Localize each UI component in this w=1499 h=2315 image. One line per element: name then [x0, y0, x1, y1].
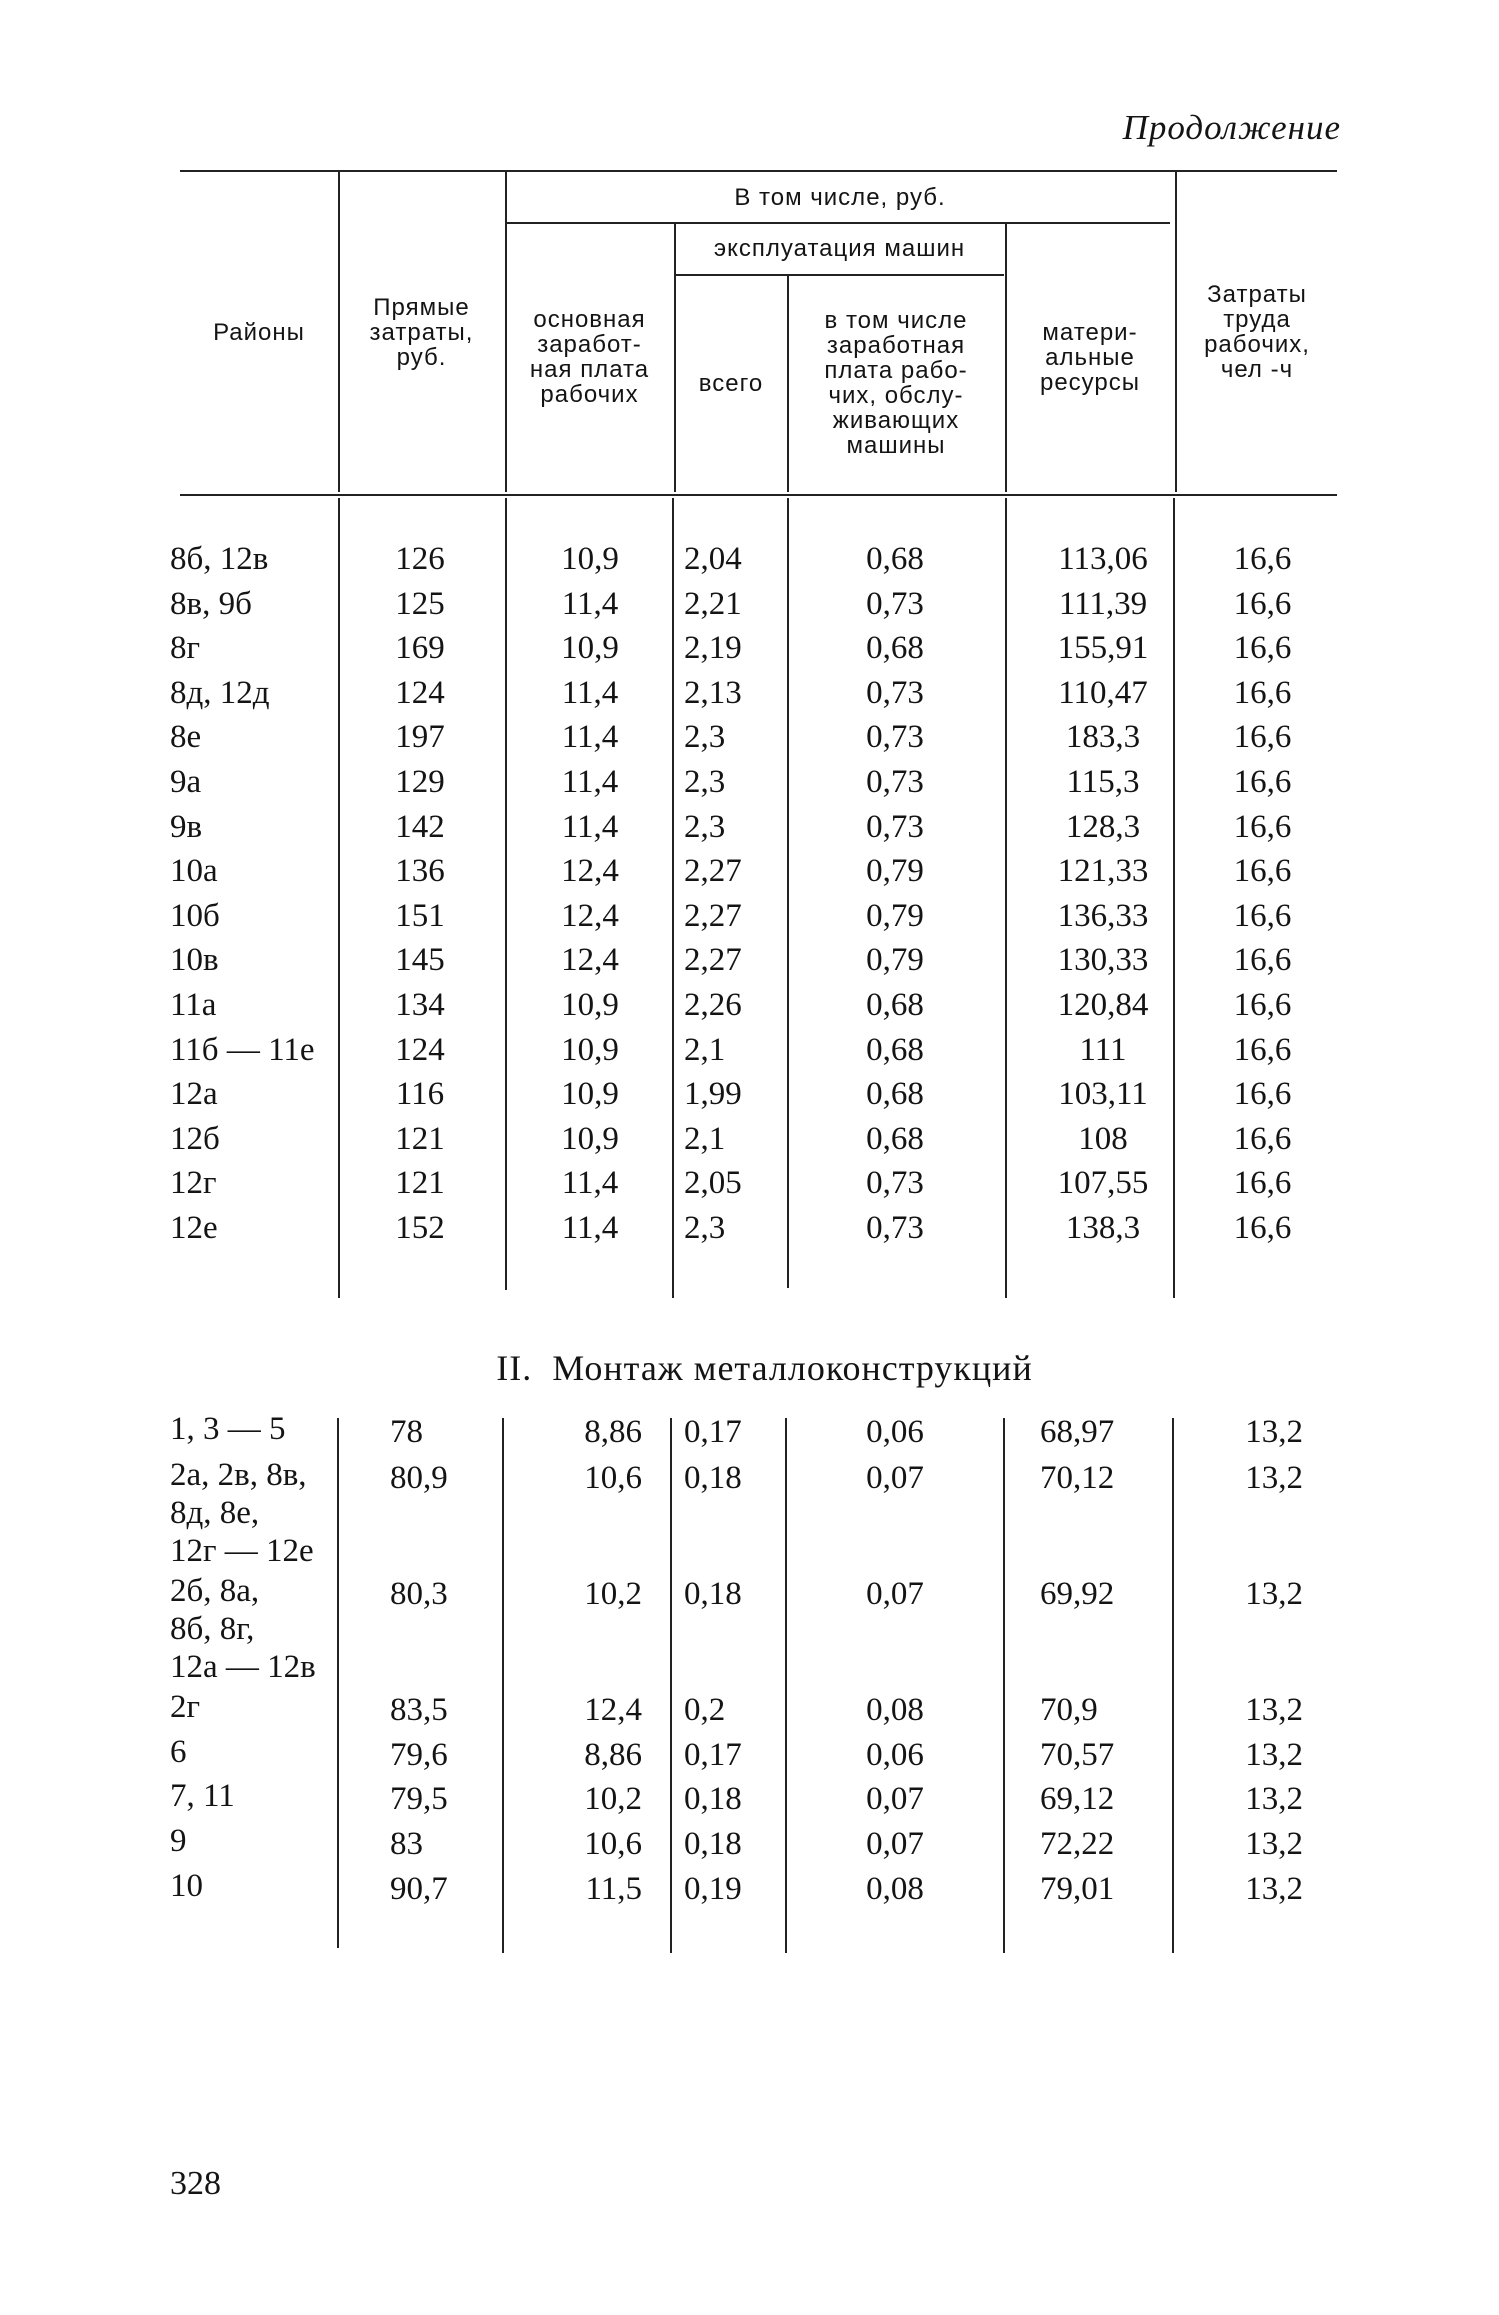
cell-labor: 13,2: [1245, 1460, 1303, 1496]
cell-direct-costs: 197: [395, 719, 445, 756]
cell-direct-costs: 145: [395, 942, 445, 979]
cell-machines-wage: 0,73: [866, 764, 924, 800]
cell-machines-total: 2,1: [684, 1031, 726, 1068]
header-including: В том числе, руб.: [734, 183, 946, 211]
cell-machines-total: 2,04: [684, 541, 742, 577]
page-number: 328: [170, 2165, 221, 2202]
cell-materials: 79,01: [1040, 1871, 1115, 1907]
cell-machines-total: 2,26: [684, 987, 742, 1023]
cell-machines-wage: 0,79: [866, 853, 924, 890]
cell-direct-costs: 116: [395, 1076, 445, 1113]
body-divider-1: [338, 498, 340, 1298]
cell-labor: 16,6: [1233, 853, 1292, 890]
header-materials: матери- альные ресурсы: [1039, 318, 1141, 396]
cell-labor: 16,6: [1233, 897, 1292, 934]
cell-region: 12б: [170, 1120, 220, 1157]
header-labor: Затраты труда рабочих, чел -ч: [1204, 281, 1310, 383]
cell-materials: 70,57: [1040, 1737, 1115, 1773]
cell-direct-costs: 79,6: [390, 1737, 448, 1773]
cell-machines-wage: 0,07: [866, 1460, 924, 1496]
header-bottom-rule: [180, 494, 1337, 496]
cell-direct-costs: 83: [390, 1826, 423, 1862]
cell-machines-wage: 0,73: [866, 1210, 924, 1246]
cell-machines-wage: 0,79: [866, 942, 924, 979]
cell-machines-wage: 0,68: [866, 1031, 924, 1068]
body-divider-2: [505, 498, 507, 1290]
cell-machines-wage: 0,79: [866, 897, 924, 934]
cell-labor: 16,6: [1233, 1165, 1292, 1202]
cell-base-wage: 10,2: [584, 1781, 642, 1817]
body2-divider-2: [502, 1418, 504, 1953]
cell-machines-total: 2,27: [684, 897, 742, 934]
cell-machines-total: 2,3: [684, 1210, 726, 1246]
cell-materials: 111,39: [1058, 585, 1148, 622]
cell-labor: 13,2: [1245, 1414, 1303, 1450]
cell-base-wage: 10,9: [561, 1076, 619, 1113]
cell-direct-costs: 78: [390, 1414, 423, 1450]
cell-machines-wage: 0,73: [866, 674, 924, 711]
cell-direct-costs: 136: [395, 853, 445, 890]
cell-materials: 108: [1078, 1120, 1128, 1157]
header-machines-wage: в том числе заработная плата рабо- чих, обслу- живающих машины: [824, 307, 968, 459]
cell-machines-total: 0,18: [684, 1460, 742, 1496]
header-base-wage: основная заработ- ная плата рабочих: [529, 306, 650, 408]
cell-base-wage: 12,4: [561, 897, 619, 934]
cell-materials: 115,3: [1066, 764, 1140, 800]
cell-machines-wage: 0,73: [866, 808, 924, 845]
cell-labor: 16,6: [1233, 1031, 1292, 1068]
cell-labor: 16,6: [1233, 541, 1292, 577]
cell-machines-wage: 0,73: [866, 719, 924, 756]
cell-base-wage: 11,4: [561, 1165, 619, 1202]
cell-machines-wage: 0,68: [866, 987, 924, 1023]
cell-machines-wage: 0,73: [866, 1165, 924, 1202]
header-machine-operation: эксплуатация машин: [713, 234, 966, 262]
cell-base-wage: 10,6: [584, 1460, 642, 1496]
cell-materials: 138,3: [1065, 1210, 1141, 1246]
cell-direct-costs: 125: [395, 585, 445, 622]
cell-base-wage: 8,86: [584, 1414, 642, 1450]
cell-base-wage: 10,6: [584, 1826, 642, 1862]
cell-region: 12а: [170, 1076, 218, 1113]
cell-labor: 13,2: [1245, 1737, 1303, 1773]
cell-direct-costs: 169: [395, 630, 445, 667]
cell-machines-total: 2,3: [684, 764, 726, 800]
cell-materials: 120,84: [1057, 987, 1149, 1023]
cell-direct-costs: 124: [395, 674, 445, 711]
cell-machines-total: 2,3: [684, 808, 726, 845]
cell-labor: 13,2: [1245, 1826, 1303, 1862]
cell-direct-costs: 79,5: [390, 1781, 448, 1817]
cell-region: 7, 11: [170, 1778, 235, 1814]
cell-region: 2г: [170, 1689, 201, 1725]
cell-materials: 121,33: [1057, 853, 1149, 890]
cell-labor: 13,2: [1245, 1781, 1303, 1817]
cell-machines-total: 0,18: [684, 1781, 742, 1817]
cell-region: 9: [170, 1823, 187, 1859]
cell-machines-wage: 0,07: [866, 1576, 924, 1612]
cell-direct-costs: 129: [395, 764, 445, 800]
cell-base-wage: 11,4: [561, 1210, 619, 1246]
header-direct-costs: Прямые затраты, руб.: [369, 293, 474, 371]
cell-base-wage: 12,4: [561, 942, 619, 979]
cell-machines-total: 1,99: [684, 1076, 742, 1113]
cell-base-wage: 11,5: [585, 1871, 642, 1907]
cell-materials: 69,92: [1040, 1576, 1115, 1612]
cell-materials: 68,97: [1040, 1414, 1115, 1450]
cell-region: 8г: [170, 630, 201, 667]
section-heading: [0, 1347, 1499, 1389]
cell-materials: 72,22: [1040, 1826, 1115, 1862]
cell-direct-costs: 83,5: [390, 1692, 448, 1728]
cell-materials: 155,91: [1057, 630, 1149, 667]
cell-base-wage: 10,9: [561, 630, 619, 667]
cell-materials: 70,12: [1040, 1460, 1115, 1496]
cell-base-wage: 11,4: [561, 719, 619, 756]
cell-direct-costs: 134: [395, 987, 445, 1023]
cell-direct-costs: 126: [395, 541, 445, 577]
body-divider-5: [1005, 498, 1007, 1298]
cell-labor: 16,6: [1233, 674, 1292, 711]
cell-region: 11б — 11е: [170, 1031, 315, 1068]
cell-base-wage: 10,9: [561, 1031, 619, 1068]
cell-labor: 16,6: [1233, 987, 1292, 1023]
cell-machines-wage: 0,07: [866, 1826, 924, 1862]
cell-labor: 16,6: [1233, 1076, 1292, 1113]
cell-machines-wage: 0,68: [866, 1076, 924, 1113]
cell-machines-wage: 0,68: [866, 541, 924, 577]
cell-machines-total: 0,18: [684, 1826, 742, 1862]
cell-region: 8б, 12в: [170, 541, 269, 577]
cell-direct-costs: 124: [395, 1031, 445, 1068]
cell-region: 9а: [170, 764, 202, 800]
cell-machines-total: 2,19: [684, 630, 742, 667]
cell-direct-costs: 90,7: [390, 1871, 448, 1907]
cell-machines-total: 0,17: [684, 1414, 742, 1450]
cell-machines-wage: 0,08: [866, 1692, 924, 1728]
cell-region: 10: [170, 1868, 203, 1904]
cell-region: 9в: [170, 808, 203, 845]
cell-labor: 13,2: [1245, 1692, 1303, 1728]
cell-materials: 69,12: [1040, 1781, 1115, 1817]
cell-machines-total: 0,19: [684, 1871, 742, 1907]
cell-machines-total: 2,05: [684, 1165, 742, 1202]
cell-labor: 16,6: [1233, 942, 1292, 979]
cell-machines-total: 0,17: [684, 1737, 742, 1773]
cell-machines-total: 2,13: [684, 674, 742, 711]
cell-machines-total: 2,27: [684, 942, 742, 979]
cell-base-wage: 12,4: [584, 1692, 642, 1728]
body-divider-4: [787, 498, 789, 1288]
cell-materials: 111: [1079, 1031, 1127, 1068]
cell-labor: 13,2: [1245, 1576, 1303, 1612]
cell-base-wage: 10,2: [584, 1576, 642, 1612]
cell-machines-total: 0,18: [684, 1576, 742, 1612]
cell-materials: 107,55: [1057, 1165, 1149, 1202]
cell-direct-costs: 151: [395, 897, 445, 934]
cell-region: 2б, 8а, 8б, 8г, 12а — 12в: [170, 1573, 316, 1685]
cell-direct-costs: 80,3: [390, 1576, 448, 1612]
cell-machines-wage: 0,73: [866, 585, 924, 622]
cell-base-wage: 11,4: [561, 764, 619, 800]
cell-region: 10а: [170, 853, 218, 890]
cell-materials: 183,3: [1065, 719, 1141, 756]
cell-materials: 136,33: [1057, 897, 1149, 934]
cell-region: 8в, 9б: [170, 585, 252, 622]
cell-direct-costs: 121: [395, 1120, 445, 1157]
cell-labor: 16,6: [1233, 1210, 1292, 1246]
cell-materials: 113,06: [1058, 541, 1148, 577]
section-numeral: II.: [496, 1348, 533, 1388]
cell-materials: 128,3: [1065, 808, 1141, 845]
cell-base-wage: 10,9: [561, 541, 619, 577]
continuation-label: Продолжение: [1122, 108, 1341, 147]
body2-divider-5: [1003, 1418, 1005, 1953]
cell-region: 11а: [170, 987, 217, 1023]
cell-base-wage: 8,86: [584, 1737, 642, 1773]
cell-region: 8е: [170, 719, 202, 756]
cell-base-wage: 11,4: [561, 585, 619, 622]
body2-divider-4: [785, 1418, 787, 1953]
cell-materials: 103,11: [1058, 1076, 1148, 1113]
cell-labor: 16,6: [1233, 764, 1292, 800]
cell-machines-wage: 0,06: [866, 1737, 924, 1773]
cell-labor: 13,2: [1245, 1871, 1303, 1907]
cell-region: 6: [170, 1734, 187, 1770]
cell-machines-wage: 0,07: [866, 1781, 924, 1817]
cell-direct-costs: 152: [395, 1210, 445, 1246]
cell-machines-total: 2,1: [684, 1120, 726, 1157]
cell-region: 10в: [170, 942, 219, 979]
header-region: Районы: [213, 318, 305, 346]
cell-base-wage: 10,9: [561, 987, 619, 1023]
cell-materials: 110,47: [1058, 674, 1148, 711]
cell-materials: 70,9: [1040, 1692, 1098, 1728]
cell-machines-total: 2,3: [684, 719, 726, 756]
cell-region: 1, 3 — 5: [170, 1411, 286, 1447]
body2-divider-3: [670, 1418, 672, 1953]
cell-region: 8д, 12д: [170, 674, 270, 711]
cell-base-wage: 12,4: [561, 853, 619, 890]
cell-machines-total: 2,27: [684, 853, 742, 890]
cell-machines-total: 2,21: [684, 585, 742, 622]
section-title: Монтаж металлоконструкций: [552, 1348, 1033, 1388]
cell-direct-costs: 80,9: [390, 1460, 448, 1496]
cell-base-wage: 10,9: [561, 1120, 619, 1157]
cell-machines-wage: 0,06: [866, 1414, 924, 1450]
cell-labor: 16,6: [1233, 808, 1292, 845]
cell-base-wage: 11,4: [561, 808, 619, 845]
cell-machines-wage: 0,68: [866, 1120, 924, 1157]
cell-direct-costs: 121: [395, 1165, 445, 1202]
cell-labor: 16,6: [1233, 1120, 1292, 1157]
cell-region: 12е: [170, 1210, 218, 1246]
cell-region: 10б: [170, 897, 220, 934]
header-machines-total: всего: [698, 369, 764, 397]
cell-machines-total: 0,2: [684, 1692, 726, 1728]
body-divider-3: [672, 498, 674, 1298]
cell-materials: 130,33: [1057, 942, 1149, 979]
cell-machines-wage: 0,08: [866, 1871, 924, 1907]
cell-region: 2а, 2в, 8в, 8д, 8е, 12г — 12е: [170, 1457, 314, 1569]
cell-labor: 16,6: [1233, 585, 1292, 622]
cell-region: 12г: [170, 1165, 217, 1202]
cell-labor: 16,6: [1233, 630, 1292, 667]
cell-labor: 16,6: [1233, 719, 1292, 756]
cell-base-wage: 11,4: [561, 674, 619, 711]
cell-direct-costs: 142: [395, 808, 445, 845]
cell-machines-wage: 0,68: [866, 630, 924, 667]
